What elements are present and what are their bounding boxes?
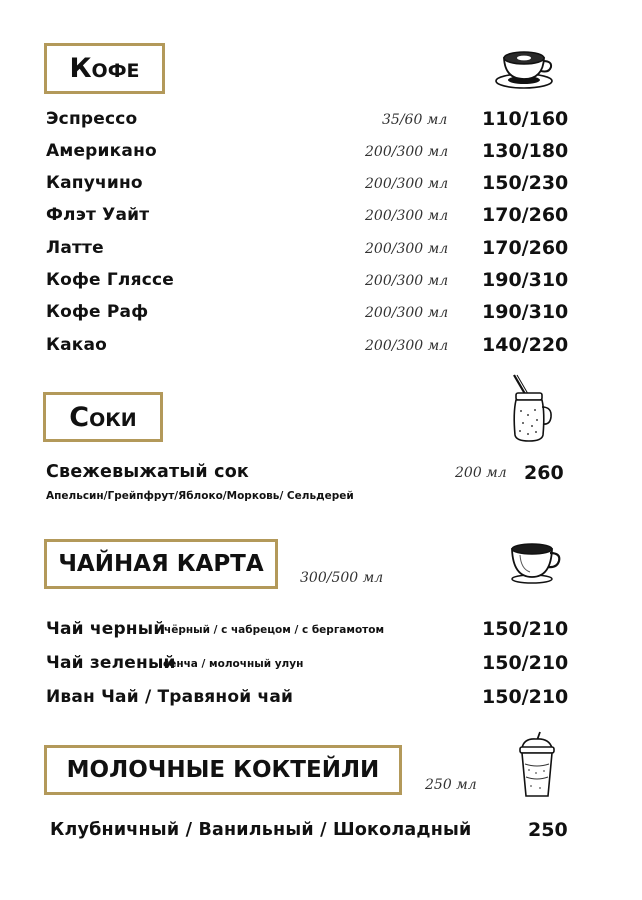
tea-item-price: 150/210 [482, 618, 569, 640]
coffee-item-price: 190/310 [482, 269, 569, 291]
coffee-item-price: 130/180 [482, 140, 569, 162]
coffee-item-volume: 200/300 мл [365, 305, 449, 321]
section-title-tea-text: ЧАЙНАЯ КАРТА [58, 551, 264, 577]
shakes-item-name: Клубничный / Ванильный / Шоколадный [50, 820, 472, 840]
tea-item-note: сенча / молочный улун [163, 658, 304, 670]
shakes-volume: 250 мл [425, 777, 477, 793]
coffee-cup-icon [494, 46, 556, 92]
section-title-juice [43, 392, 163, 442]
coffee-item-price: 150/230 [482, 172, 569, 194]
section-title-shakes-text: МОЛОЧНЫЕ КОКТЕЙЛИ [66, 757, 380, 783]
tea-item-name: Чай зеленый [46, 653, 176, 673]
section-title-coffee-text: Кофе [69, 53, 140, 84]
juice-item-price: 260 [524, 462, 564, 484]
milkshake-cup-icon [516, 730, 558, 800]
section-title-shakes [44, 745, 402, 795]
tea-item-price: 150/210 [482, 652, 569, 674]
tea-item-name: Иван Чай / Травяной чай [46, 687, 294, 707]
tea-item-note: чёрный / с чабрецом / с бергамотом [164, 624, 385, 636]
coffee-item-volume: 35/60 мл [382, 112, 448, 128]
coffee-item-name: Кофе Раф [46, 302, 149, 322]
coffee-item-name: Какао [46, 335, 108, 355]
juice-jar-icon [508, 373, 554, 445]
coffee-item-name: Кофе Гляссе [46, 270, 174, 290]
juice-options: Апельсин/Грейпфрут/Яблоко/Морковь/ Сельдерей [46, 490, 354, 502]
coffee-item-volume: 200/300 мл [365, 338, 449, 354]
tea-item-price: 150/210 [482, 686, 569, 708]
coffee-item-name: Капучино [46, 173, 143, 193]
tea-item-name: Чай черный [46, 619, 166, 639]
coffee-item-name: Американо [46, 141, 157, 161]
coffee-item-price: 140/220 [482, 334, 569, 356]
coffee-item-price: 190/310 [482, 301, 569, 323]
coffee-item-volume: 200/300 мл [365, 144, 449, 160]
section-title-coffee [44, 43, 165, 94]
coffee-item-name: Эспрессо [46, 109, 138, 129]
coffee-item-volume: 200/300 мл [365, 241, 449, 257]
coffee-item-name: Флэт Уайт [46, 205, 150, 225]
coffee-item-price: 170/260 [482, 237, 569, 259]
coffee-item-volume: 200/300 мл [365, 176, 449, 192]
juice-item-name: Свежевыжатый сок [46, 462, 249, 482]
tea-cup-icon [508, 541, 564, 585]
coffee-item-price: 110/160 [482, 108, 569, 130]
juice-item-volume: 200 мл [455, 465, 507, 481]
shakes-item-price: 250 [528, 819, 568, 841]
section-title-tea [44, 539, 278, 589]
coffee-item-name: Латте [46, 238, 104, 258]
coffee-item-price: 170/260 [482, 204, 569, 226]
section-title-juice-text: Соки [69, 401, 137, 433]
coffee-item-volume: 200/300 мл [365, 208, 449, 224]
coffee-item-volume: 200/300 мл [365, 273, 449, 289]
tea-volume: 300/500 мл [300, 570, 384, 586]
